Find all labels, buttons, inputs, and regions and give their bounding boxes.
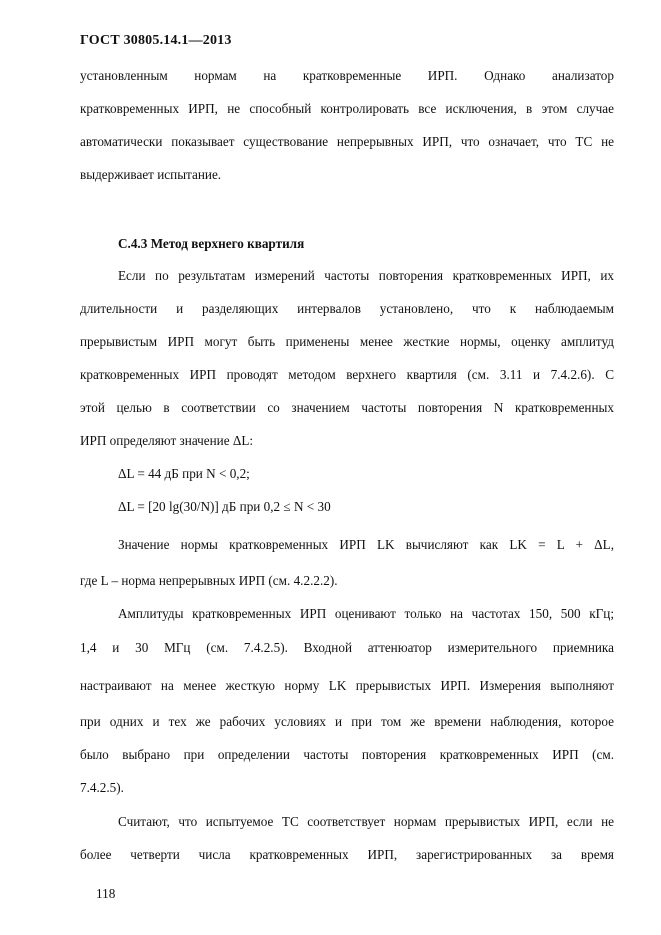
text-line: ИРП определяют значение ΔL: — [80, 433, 254, 448]
formula-line: ΔL = [20 lg(30/N)] дБ при 0,2 ≤ N < 30 — [118, 499, 331, 514]
text-line: Считают, что испытуемое ТС соответствует нормам прерывистых ИРП, если не — [118, 814, 614, 829]
text-line: длительности и разделяющих интервалов установлено, что к наблюдаемым — [80, 301, 614, 316]
page-number: 118 — [96, 886, 116, 901]
text-line: Амплитуды кратковременных ИРП оценивают только на частотах 150, 500 кГц; — [118, 606, 614, 621]
text-line: прерывистым ИРП могут быть применены менее жесткие нормы, оценку амплитуд — [80, 334, 614, 349]
text-line: более четверти числа кратковременных ИРП, зарегистрированных за время — [80, 847, 614, 862]
text-line: кратковременных ИРП проводят методом верхнего квартиля (см. 3.11 и 7.4.2.6). С — [80, 367, 614, 382]
text-line: кратковременных ИРП, не способный контролировать все исключения, в этом случае — [80, 101, 614, 116]
text-line: этой целью в соответствии со значением частоты повторения N кратковременных — [80, 400, 614, 415]
section-title: С.4.3 Метод верхнего квартиля — [118, 236, 305, 251]
formula-line: ΔL = 44 дБ при N < 0,2; — [118, 466, 250, 481]
text-line: где L – норма непрерывных ИРП (см. 4.2.2.2). — [80, 573, 338, 588]
text-line: Значение нормы кратковременных ИРП LK вычисляют как LK = L + ΔL, — [118, 537, 614, 552]
text-line: установленным нормам на кратковременные ИРП. Однако анализатор — [80, 68, 614, 83]
text-line: Если по результатам измерений частоты повторения кратковременных ИРП, их — [118, 268, 614, 283]
text-line: выдерживает испытание. — [80, 167, 222, 182]
text-line: автоматически показывает существование непрерывных ИРП, что означает, что ТС не — [80, 134, 614, 149]
document-header: ГОСТ 30805.14.1—2013 — [80, 33, 232, 48]
text-line: было выбрано при определении частоты повторения кратковременных ИРП (см. — [80, 747, 614, 762]
text-line: 7.4.2.5). — [80, 780, 124, 795]
text-line: настраивают на менее жесткую норму LK прерывистых ИРП. Измерения выполняют — [80, 678, 614, 693]
text-line: при одних и тех же рабочих условиях и при том же времени наблюдения, которое — [80, 714, 614, 729]
text-line: 1,4 и 30 МГц (см. 7.4.2.5). Входной аттенюатор измерительного приемника — [80, 640, 614, 655]
